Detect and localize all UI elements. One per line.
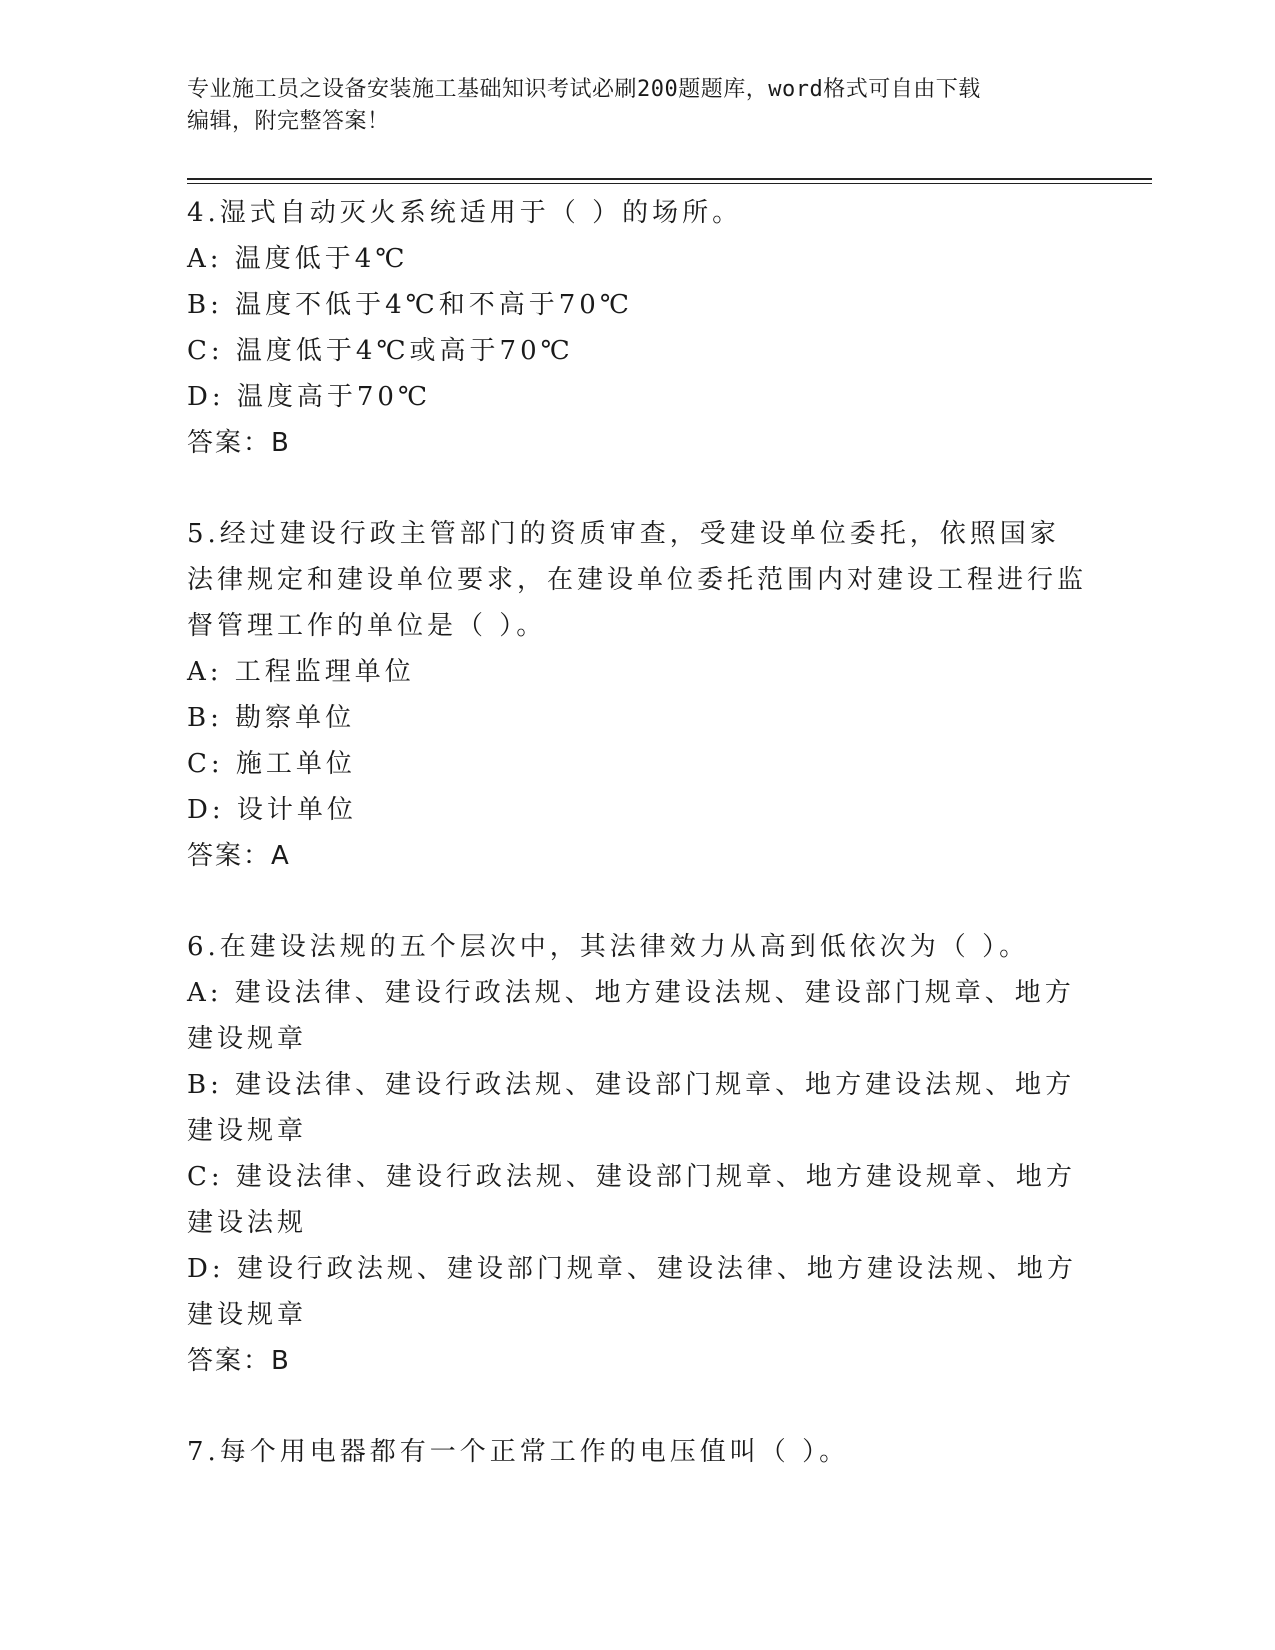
option-b: B: 温度不低于4℃和不高于70℃ <box>187 290 633 320</box>
question-stem: 7.每个用电器都有一个正常工作的电压值叫（ ）。 <box>187 1437 850 1467</box>
option-c: C: 温度低于4℃或高于70℃ <box>187 336 574 366</box>
option-a: A: 工程监理单位 <box>187 657 415 687</box>
option-d: D: 设计单位 <box>187 795 357 825</box>
answer-label: 答案：A <box>187 841 291 871</box>
question-6 <box>187 924 1087 1384</box>
option-d: D: 建设行政法规、建设部门规章、建设法律、地方建设法规、地方建设规章 <box>187 1254 1077 1330</box>
option-c: C: 建设法律、建设行政法规、建设部门规章、地方建设规章、地方建设法规 <box>187 1162 1076 1238</box>
document-header <box>187 74 1087 138</box>
question-7 <box>187 1429 1087 1475</box>
option-d: D: 温度高于70℃ <box>187 382 432 412</box>
question-stem: 5.经过建设行政主管部门的资质审查，受建设单位委托，依照国家法律规定和建设单位要求，在建设单位委托范围内对建设工程进行监督管理工作的单位是（ ）。 <box>187 519 1088 641</box>
option-a: A: 温度低于4℃ <box>187 244 409 274</box>
option-c: C: 施工单位 <box>187 749 356 779</box>
option-b: B: 建设法律、建设行政法规、建设部门规章、地方建设法规、地方建设规章 <box>187 1070 1076 1146</box>
answer-label: 答案：B <box>187 428 291 458</box>
header-divider-thin <box>187 183 1152 184</box>
question-5 <box>187 511 1087 879</box>
question-list <box>187 190 1087 1520</box>
question-stem: 6.在建设法规的五个层次中，其法律效力从高到低依次为（ ）。 <box>187 932 1030 962</box>
answer-label: 答案：B <box>187 1346 291 1376</box>
question-stem: 4.湿式自动灭火系统适用于（ ）的场所。 <box>187 198 743 228</box>
header-divider-thick <box>187 178 1152 180</box>
header-title-line-1: 专业施工员之设备安装施工基础知识考试必刷200题题库，word格式可自由下载 <box>187 77 981 102</box>
question-4 <box>187 190 1087 466</box>
option-b: B: 勘察单位 <box>187 703 356 733</box>
header-title-line-2: 编辑，附完整答案！ <box>187 109 390 134</box>
option-a: A: 建设法律、建设行政法规、地方建设法规、建设部门规章、地方建设规章 <box>187 978 1075 1054</box>
